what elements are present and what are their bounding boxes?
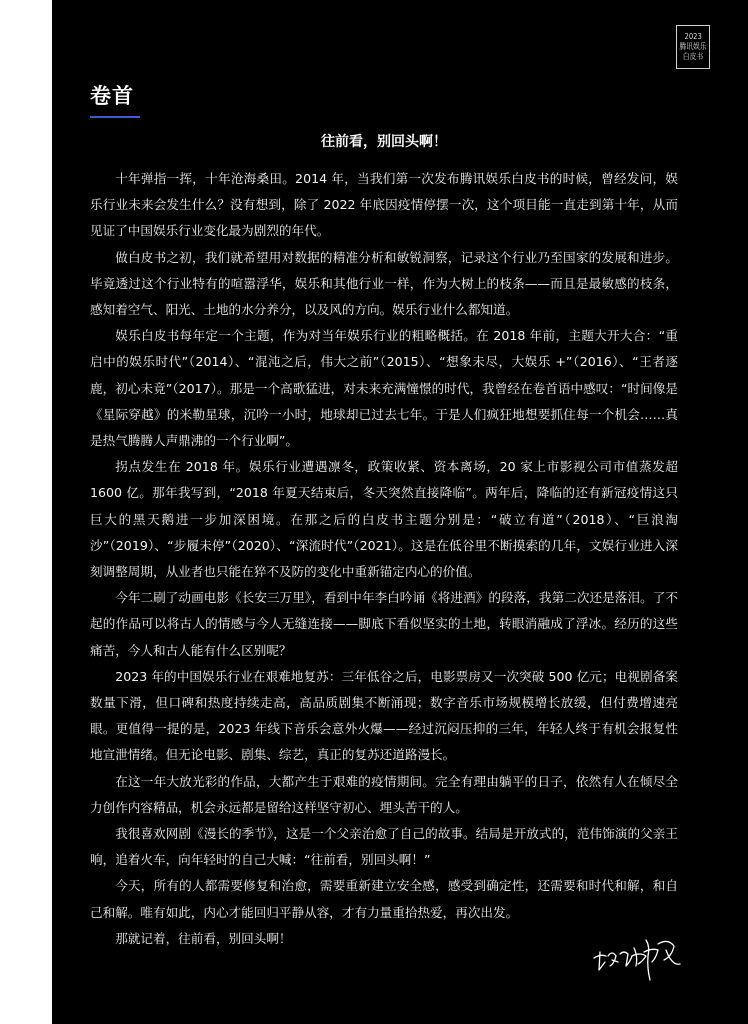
logo-line-brand: 腾讯娱乐	[679, 42, 707, 51]
left-margin-strip	[0, 0, 52, 1024]
paragraph: 我很喜欢网剧《漫长的季节》，这是一个父亲治愈了自己的故事。结局是开放式的，范伟饰演的父亲王响，追着火车，向年轻时的自己大喊：“往前看，别回头啊！”	[90, 826, 678, 868]
paragraph: 在这一年大放光彩的作品，大都产生于艰难的疫情期间。完全有理由躺平的日子，依然有人在倾尽全力创作内容精品，机会永远都是留给这样坚守初心、埋头苦干的人。	[90, 773, 678, 815]
paragraph: 十年弹指一挥，十年沧海桑田。2014 年，当我们第一次发布腾讯娱乐白皮书的时候，曾经发问，娱乐行业未来会发生什么？没有想到，除了 2022 年底因疫情停摆一次，这个项目能一直走到第十年，从而见证了中国娱乐行业变化最为剧烈的年代。	[90, 171, 678, 239]
logo-line-doc: 白皮书	[682, 52, 704, 61]
paragraph: 今年二刷了动画电影《长安三万里》，看到中年李白吟诵《将进酒》的段落，我第二次还是落泪。了不起的作品可以将古人的情感与今人无缝连接——脚底下看似坚实的土地，转眼消融成了浮冰。经历的这些痛苦，今人和古人能有什么区别呢？	[90, 590, 678, 658]
essay-body	[90, 166, 678, 952]
chapter-title: 卷首	[90, 83, 134, 108]
paragraph: 娱乐白皮书每年定一个主题，作为对当年娱乐行业的粗略概括。在 2018 年前，主题大开大合：“重启中的娱乐时代”（2014）、“混沌之后，伟大之前”（2015）、“想象未尽，大娱乐 +”（2016）、“王者逐鹿，初心未竟”（2017）。那是一个高歌猛进，对未来充满憧憬的时代，我曾经在卷首语中感叹：“时间像是《星际穿越》的米勒星球，沉吟一小时，地球却已过去七年。于是人们疯狂地想要抓住每一个机会……真是热气腾腾人声鼎沸的一个行业啊”。	[90, 328, 678, 449]
paragraph: 拐点发生在 2018 年。娱乐行业遭遇凛冬，政策收紧、资本离场，20 家上市影视公司市值蒸发超 1600 亿。那年我写到，“2018 年夏天结束后，冬天突然直接降临”。两年后，降临的还有新冠疫情这只巨大的黑天鹅进一步加深困境。在那之后的白皮书主题分别是：“破立有道”（2018）、“巨浪淘沙”（2019）、“步履未停”（2020）、“深流时代”（2021）。这是在低谷里不断摸索的几年，文娱行业进入深刻调整周期，从业者也只能在猝不及防的变化中重新锚定内心的价值。	[90, 459, 678, 580]
chapter-title-underline	[90, 116, 140, 118]
paragraph: 那就记着，往前看，别回头啊！	[115, 930, 292, 946]
handwritten-signature	[588, 926, 688, 986]
paragraph: 2023 年的中国娱乐行业在艰难地复苏：三年低谷之后，电影票房又一次突破 500 亿元；电视剧备案数量下滑，但口碑和热度持续走高，高品质剧集不断涌现；数字音乐市场规模增长放缓，但付费增速亮眼。更值得一提的是，2023 年线下音乐会意外火爆——经过沉闷压抑的三年，年轻人终于有机会报复性地宣泄情绪。但无论电影、剧集、综艺，真正的复苏还道路漫长。	[90, 668, 678, 763]
essay-subtitle: 往前看，别回头啊！	[321, 134, 447, 150]
paragraph: 今天，所有的人都需要修复和治愈，需要重新建立安全感，感受到确定性，还需要和时代和解，和自己和解。唯有如此，内心才能回归平静从容，才有力量重拾热爱，再次出发。	[90, 878, 678, 920]
logo-line-year: 2023	[684, 32, 702, 41]
paragraph: 做白皮书之初，我们就希望用对数据的精准分析和敏锐洞察，记录这个行业乃至国家的发展和进步。毕竟透过这个行业特有的喧嚣浮华，娱乐和其他行业一样，作为大树上的枝条——而且是最敏感的枝条，感知着空气、阳光、土地的水分养分，以及风的方向。娱乐行业什么都知道。	[90, 249, 678, 318]
whitepaper-logo	[676, 25, 710, 69]
